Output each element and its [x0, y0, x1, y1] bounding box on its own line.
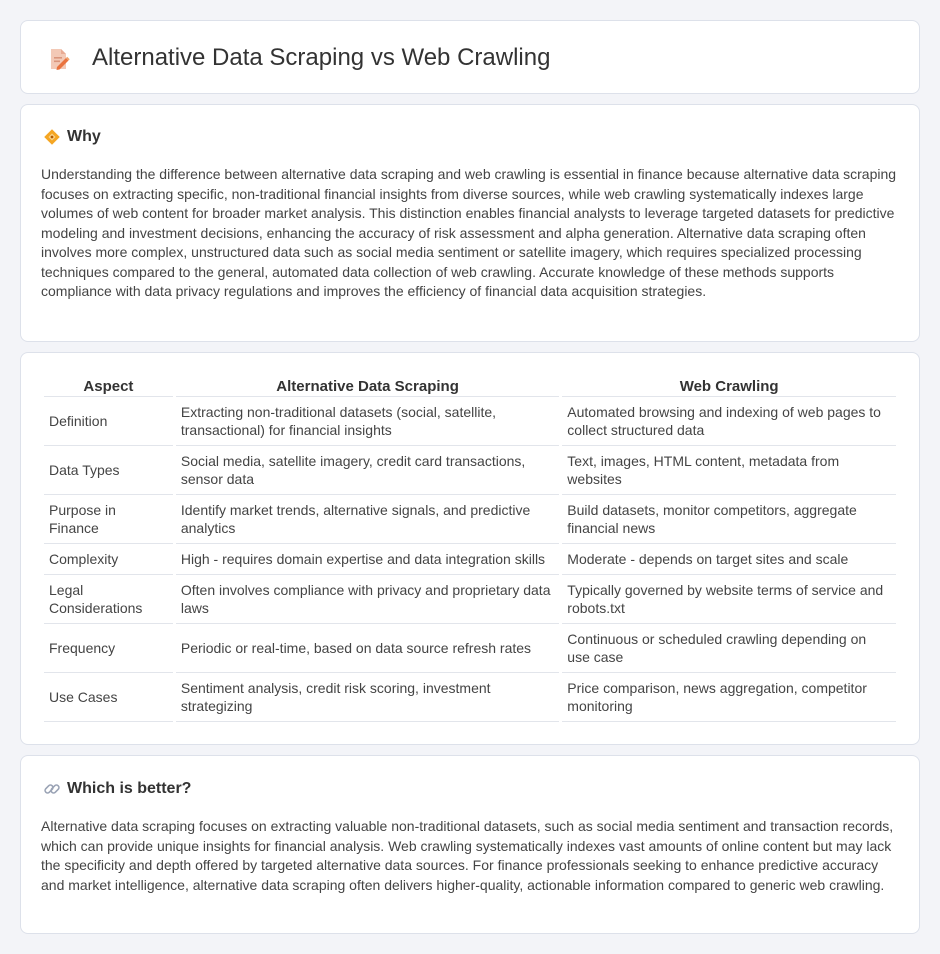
- table-row: [44, 544, 896, 575]
- table-row: [44, 624, 896, 673]
- row-scraping: High - requires domain expertise and data integration skills: [176, 544, 559, 575]
- which-is-better-paragraph: Alternative data scraping focuses on extracting valuable non-traditional datasets, such as social media sentiment and transaction records, which can provide unique insights for financial analysis. Web crawling systematically indexes vast amounts of online content but may lack the specificity and depth offered by targeted alternative data sources. For finance professionals seeking to enhance predictive accuracy and market intelligence, alternative data scraping often delivers higher-quality, actionable information compared to generic web crawling.: [41, 818, 894, 893]
- row-scraping: Extracting non-traditional datasets (social, satellite, transactional) for financial insights: [176, 397, 559, 446]
- diamond-warning-icon: [43, 128, 61, 146]
- row-scraping: Often involves compliance with privacy and proprietary data laws: [176, 575, 559, 624]
- row-crawling: Continuous or scheduled crawling depending on use case: [562, 624, 896, 673]
- row-crawling: Price comparison, news aggregation, competitor monitoring: [562, 673, 896, 722]
- which-is-better-heading: Which is better?: [67, 780, 192, 797]
- table-row: [44, 673, 896, 722]
- table-row: [44, 446, 896, 495]
- row-crawling: Moderate - depends on target sites and scale: [562, 544, 896, 575]
- why-paragraph: Understanding the difference between alternative data scraping and web crawling is essential in finance because alternative data scraping focuses on extracting specific, non-traditional financial insights from diverse sources, while web crawling systematically indexes large volumes of web content for broader market analysis. This distinction enables financial analysts to leverage targeted datasets for predictive modeling and investment decisions, enhancing the accuracy of risk assessment and alpha generation. Alternative data scraping often involves more complex, unstructured data such as social media sentiment or satellite imagery, which requires specialized processing techniques compared to the general, automated data collection of web crawling. Accurate knowledge of these methods supports compliance with data privacy regulations and improves the efficiency of financial data acquisition strategies.: [41, 166, 897, 299]
- row-crawling: Build datasets, monitor competitors, aggregate financial news: [562, 495, 896, 544]
- table-header-row: [44, 373, 896, 397]
- why-heading: Why: [67, 128, 101, 145]
- page-title: Alternative Data Scraping vs Web Crawling: [92, 44, 551, 71]
- row-crawling: Automated browsing and indexing of web pages to collect structured data: [562, 397, 896, 446]
- link-icon: [43, 780, 61, 798]
- header-aspect: Aspect: [44, 373, 173, 397]
- header-alternative-data-scraping: Alternative Data Scraping: [176, 373, 559, 397]
- table-row: [44, 397, 896, 446]
- which-is-better-section: [20, 755, 920, 934]
- header-card: [20, 20, 920, 94]
- row-scraping: Identify market trends, alternative signals, and predictive analytics: [176, 495, 559, 544]
- row-aspect: Purpose in Finance: [44, 495, 173, 544]
- table-row: [44, 495, 896, 544]
- row-aspect: Frequency: [44, 624, 173, 673]
- row-scraping: Social media, satellite imagery, credit card transactions, sensor data: [176, 446, 559, 495]
- row-crawling: Typically governed by website terms of service and robots.txt: [562, 575, 896, 624]
- comparison-table: [41, 373, 899, 722]
- row-aspect: Legal Considerations: [44, 575, 173, 624]
- why-section: [20, 104, 920, 342]
- row-aspect: Use Cases: [44, 673, 173, 722]
- table-row: [44, 575, 896, 624]
- row-aspect: Complexity: [44, 544, 173, 575]
- row-scraping: Sentiment analysis, credit risk scoring, investment strategizing: [176, 673, 559, 722]
- header-web-crawling: Web Crawling: [562, 373, 896, 397]
- comparison-section: [20, 352, 920, 745]
- row-crawling: Text, images, HTML content, metadata from websites: [562, 446, 896, 495]
- row-aspect: Definition: [44, 397, 173, 446]
- document-pencil-icon: [48, 47, 70, 71]
- row-aspect: Data Types: [44, 446, 173, 495]
- row-scraping: Periodic or real-time, based on data source refresh rates: [176, 624, 559, 673]
